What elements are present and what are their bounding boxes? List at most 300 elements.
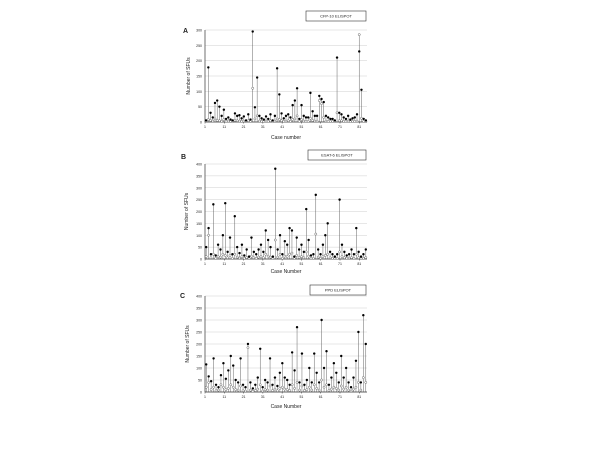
filled-point (254, 384, 256, 386)
open-point (355, 253, 357, 255)
filled-point (355, 360, 357, 362)
filled-point (230, 355, 232, 357)
open-point (320, 379, 322, 381)
x-tick-label: 61 (318, 395, 323, 399)
open-point (241, 120, 243, 122)
open-point (279, 387, 281, 389)
filled-point (229, 118, 231, 120)
open-point (340, 120, 342, 122)
filled-point (229, 236, 231, 238)
filled-point (334, 255, 336, 257)
open-point (316, 120, 318, 122)
y-tick-label: 350 (196, 306, 202, 311)
open-point (325, 384, 327, 386)
open-point (315, 233, 317, 235)
filled-point (320, 98, 322, 100)
open-point (276, 390, 278, 392)
filled-point (294, 99, 296, 101)
filled-point (258, 115, 260, 117)
filled-point (241, 244, 243, 246)
open-point (259, 384, 261, 386)
filled-point (362, 118, 364, 120)
open-point (336, 112, 338, 114)
open-point (347, 389, 349, 391)
filled-point (310, 254, 312, 256)
y-axis-label: Number of SFUs (185, 325, 191, 363)
open-point (207, 118, 209, 120)
y-axis-label: Number of SFUs (184, 192, 190, 231)
open-point (365, 381, 367, 383)
x-tick-label: 51 (299, 262, 304, 266)
open-point (305, 120, 307, 122)
x-tick-label: 11 (222, 125, 227, 129)
open-point (320, 103, 322, 105)
open-point (298, 389, 300, 391)
open-point (343, 257, 345, 259)
open-point (267, 255, 269, 257)
filled-point (356, 113, 358, 115)
x-axis-label: Case number (270, 135, 302, 141)
filled-point (303, 115, 305, 117)
chart-title: PPD ELISPOT (324, 287, 352, 293)
filled-point (338, 381, 340, 383)
x-tick-label: 71 (338, 395, 342, 399)
filled-point (276, 67, 278, 69)
y-tick-label: 250 (196, 43, 202, 48)
open-point (286, 256, 288, 258)
open-point (239, 385, 241, 387)
open-point (265, 120, 267, 122)
y-tick-label: 150 (196, 74, 202, 79)
x-tick-label: 31 (260, 395, 265, 399)
x-axis-label: Case Number (270, 269, 302, 275)
open-point (269, 385, 271, 387)
x-tick-label: 31 (260, 125, 265, 129)
filled-point (325, 115, 327, 117)
filled-point (307, 116, 309, 118)
filled-point (354, 116, 356, 118)
filled-point (340, 355, 342, 357)
open-point (269, 120, 271, 122)
open-point (362, 257, 364, 259)
x-tick-label: 11 (222, 395, 227, 399)
x-tick-label: 61 (318, 125, 323, 129)
chart-panel-a (183, 11, 367, 141)
filled-point (349, 118, 351, 120)
open-point (234, 119, 236, 121)
open-point (225, 120, 227, 122)
y-tick-label: 300 (196, 28, 202, 33)
open-point (307, 120, 309, 122)
x-tick-label: 51 (299, 125, 304, 129)
open-point (243, 120, 245, 122)
filled-point (335, 372, 337, 374)
open-point (343, 120, 345, 122)
filled-point (338, 112, 340, 114)
x-tick-label: 61 (318, 262, 323, 266)
open-point (231, 257, 233, 259)
filled-point (231, 253, 233, 255)
filled-point (298, 381, 300, 383)
filled-point (210, 380, 212, 382)
filled-point (312, 253, 314, 255)
filled-point (250, 236, 252, 238)
open-point (343, 388, 345, 390)
open-point (293, 387, 295, 389)
open-point (215, 390, 217, 392)
open-point (271, 389, 273, 391)
y-tick-label: 50 (198, 105, 202, 110)
open-point (266, 389, 268, 391)
filled-point (285, 115, 287, 117)
filled-point (279, 372, 281, 374)
open-point (229, 254, 231, 256)
open-point (257, 388, 259, 390)
filled-point (283, 117, 285, 119)
filled-point (296, 87, 298, 89)
filled-point (276, 248, 278, 250)
open-point (284, 255, 286, 257)
filled-point (244, 386, 246, 388)
x-tick-label: 41 (280, 125, 285, 129)
open-point (284, 388, 286, 390)
filled-point (329, 251, 331, 253)
y-tick-label: 400 (196, 162, 202, 167)
filled-point (252, 387, 254, 389)
filled-point (347, 115, 349, 117)
open-point (219, 256, 221, 258)
open-point (287, 120, 289, 122)
filled-point (296, 236, 298, 238)
filled-point (357, 251, 359, 253)
filled-point (207, 66, 209, 68)
filled-point (226, 251, 228, 253)
filled-point (218, 105, 220, 107)
filled-point (247, 343, 249, 345)
filled-point (298, 118, 300, 120)
filled-point (232, 119, 234, 121)
filled-point (225, 378, 227, 380)
filled-point (243, 254, 245, 256)
filled-point (360, 89, 362, 91)
open-point (250, 255, 252, 257)
open-point (306, 389, 308, 391)
y-tick-label: 200 (196, 210, 202, 214)
filled-point (331, 253, 333, 255)
open-point (358, 34, 360, 36)
open-point (332, 120, 334, 122)
filled-point (286, 244, 288, 246)
x-axis-label: Case Number (270, 404, 302, 410)
filled-point (300, 104, 302, 106)
filled-point (239, 357, 241, 359)
open-point (296, 115, 298, 117)
filled-point (205, 246, 207, 248)
filled-point (262, 251, 264, 253)
filled-point (347, 381, 349, 383)
filled-point (291, 229, 293, 231)
panel-letter: C (180, 293, 186, 300)
open-point (349, 121, 351, 123)
open-point (289, 389, 291, 391)
x-tick-label: 21 (241, 125, 246, 129)
filled-point (215, 254, 217, 256)
open-point (249, 389, 251, 391)
filled-point (353, 253, 355, 255)
open-point (291, 252, 293, 254)
filled-point (248, 255, 250, 257)
filled-point (257, 248, 259, 250)
open-point (267, 120, 269, 122)
open-point (214, 118, 216, 120)
filled-point (207, 227, 209, 229)
filled-point (212, 357, 214, 359)
chart-title: CFP-10 ELISPOT (320, 13, 352, 19)
open-point (222, 386, 224, 388)
filled-point (234, 215, 236, 217)
open-point (360, 389, 362, 391)
filled-point (309, 92, 311, 94)
filled-point (284, 240, 286, 242)
open-point (276, 118, 278, 120)
open-point (323, 116, 325, 118)
filled-point (245, 119, 247, 121)
filled-point (247, 113, 249, 115)
filled-point (319, 253, 321, 255)
open-point (238, 257, 240, 259)
filled-point (365, 119, 367, 121)
filled-point (223, 109, 225, 111)
open-point (260, 256, 262, 258)
open-point (208, 381, 210, 383)
open-point (238, 120, 240, 122)
filled-point (205, 119, 207, 121)
open-point (351, 120, 353, 122)
filled-point (272, 255, 274, 257)
open-point (312, 119, 314, 121)
filled-point (264, 379, 266, 381)
filled-point (331, 118, 333, 120)
open-point (283, 120, 285, 122)
x-tick-label: 1 (204, 395, 206, 399)
open-point (328, 389, 330, 391)
open-point (345, 386, 347, 388)
filled-point (336, 56, 338, 58)
filled-point (325, 350, 327, 352)
open-point (278, 118, 280, 120)
y-tick-label: 250 (196, 198, 202, 203)
x-tick-label: 1 (204, 262, 206, 266)
open-point (303, 257, 305, 259)
open-point (314, 120, 316, 122)
open-point (212, 253, 214, 255)
chart-title: ESAT-6 ELISPOT (321, 152, 353, 158)
panel-letter: B (181, 154, 187, 161)
filled-point (350, 386, 352, 388)
open-point (218, 120, 220, 122)
filled-point (265, 229, 267, 231)
open-point (217, 256, 219, 258)
x-tick-label: 1 (204, 125, 206, 129)
y-tick-label: 0 (200, 120, 202, 125)
x-tick-label: 71 (338, 125, 342, 129)
y-tick-label: 50 (198, 378, 202, 383)
open-point (269, 256, 271, 258)
open-point (298, 120, 300, 122)
filled-point (260, 244, 262, 246)
filled-point (249, 381, 251, 383)
x-tick-label: 51 (299, 395, 304, 399)
filled-point (269, 246, 271, 248)
filled-point (365, 248, 367, 250)
x-tick-label: 81 (357, 125, 362, 129)
open-point (205, 256, 207, 258)
open-point (236, 256, 238, 258)
filled-point (288, 384, 290, 386)
open-point (230, 384, 232, 386)
filled-point (267, 118, 269, 120)
open-point (356, 120, 358, 122)
open-point (256, 115, 258, 117)
open-point (247, 347, 249, 349)
open-point (217, 389, 219, 391)
filled-point (238, 114, 240, 116)
open-point (357, 381, 359, 383)
open-point (258, 256, 260, 258)
filled-point (313, 352, 315, 354)
filled-point (216, 99, 218, 101)
open-point (353, 257, 355, 259)
filled-point (236, 246, 238, 248)
open-point (335, 387, 337, 389)
open-point (319, 257, 321, 259)
filled-point (336, 253, 338, 255)
open-point (227, 257, 229, 259)
open-point (237, 389, 239, 391)
open-point (252, 390, 254, 392)
chart-panel-b (181, 150, 367, 275)
open-point (350, 256, 352, 258)
filled-point (328, 384, 330, 386)
open-point (274, 388, 276, 390)
open-point (346, 257, 348, 259)
open-point (308, 386, 310, 388)
open-point (313, 384, 315, 386)
open-point (292, 118, 294, 120)
filled-point (298, 248, 300, 250)
filled-point (257, 376, 259, 378)
filled-point (322, 244, 324, 246)
filled-point (362, 314, 364, 316)
open-point (333, 386, 335, 388)
filled-point (271, 384, 273, 386)
open-point (324, 254, 326, 256)
filled-point (260, 117, 262, 119)
filled-point (317, 248, 319, 250)
filled-point (324, 234, 326, 236)
open-point (325, 120, 327, 122)
filled-point (306, 379, 308, 381)
filled-point (355, 227, 357, 229)
open-point (318, 99, 320, 101)
filled-point (342, 376, 344, 378)
open-point (205, 386, 207, 388)
filled-point (232, 364, 234, 366)
filled-point (327, 116, 329, 118)
x-tick-label: 71 (338, 262, 342, 266)
open-point (294, 118, 296, 120)
y-tick-label: 100 (196, 89, 202, 94)
filled-point (343, 251, 345, 253)
open-point (318, 389, 320, 391)
x-tick-label: 41 (280, 395, 285, 399)
open-point (210, 257, 212, 259)
y-tick-label: 100 (196, 366, 202, 371)
filled-point (267, 239, 269, 241)
open-point (224, 254, 226, 256)
open-point (345, 120, 347, 122)
filled-point (269, 357, 271, 359)
filled-point (266, 381, 268, 383)
filled-point (274, 376, 276, 378)
filled-point (245, 248, 247, 250)
filled-point (340, 113, 342, 115)
y-tick-label: 350 (196, 174, 202, 179)
filled-point (234, 112, 236, 114)
open-point (341, 256, 343, 258)
open-point (323, 386, 325, 388)
filled-point (274, 115, 276, 117)
y-tick-label: 250 (196, 330, 202, 335)
filled-point (315, 372, 317, 374)
filled-point (236, 115, 238, 117)
filled-point (311, 110, 313, 112)
filled-point (265, 115, 267, 117)
open-point (262, 390, 264, 392)
open-point (331, 257, 333, 259)
open-point (281, 257, 283, 259)
open-point (252, 87, 254, 89)
y-tick-label: 0 (200, 257, 202, 262)
y-tick-label: 0 (200, 390, 202, 395)
filled-point (296, 326, 298, 328)
filled-point (243, 115, 245, 117)
filled-point (274, 168, 276, 170)
open-point (365, 256, 367, 258)
filled-point (222, 362, 224, 364)
filled-point (342, 116, 344, 118)
filled-point (329, 118, 331, 120)
filled-point (286, 379, 288, 381)
open-point (254, 118, 256, 120)
filled-point (254, 106, 256, 108)
open-point (298, 256, 300, 258)
filled-point (207, 375, 209, 377)
filled-point (255, 253, 257, 255)
filled-point (238, 252, 240, 254)
open-point (210, 389, 212, 391)
open-point (348, 257, 350, 259)
open-point (246, 256, 248, 258)
open-point (274, 239, 276, 241)
open-point (309, 117, 311, 119)
open-point (317, 256, 319, 258)
filled-point (305, 116, 307, 118)
open-point (260, 120, 262, 122)
y-axis-label: Number of SFUs (186, 57, 192, 95)
filled-point (240, 117, 242, 119)
filled-point (278, 93, 280, 95)
